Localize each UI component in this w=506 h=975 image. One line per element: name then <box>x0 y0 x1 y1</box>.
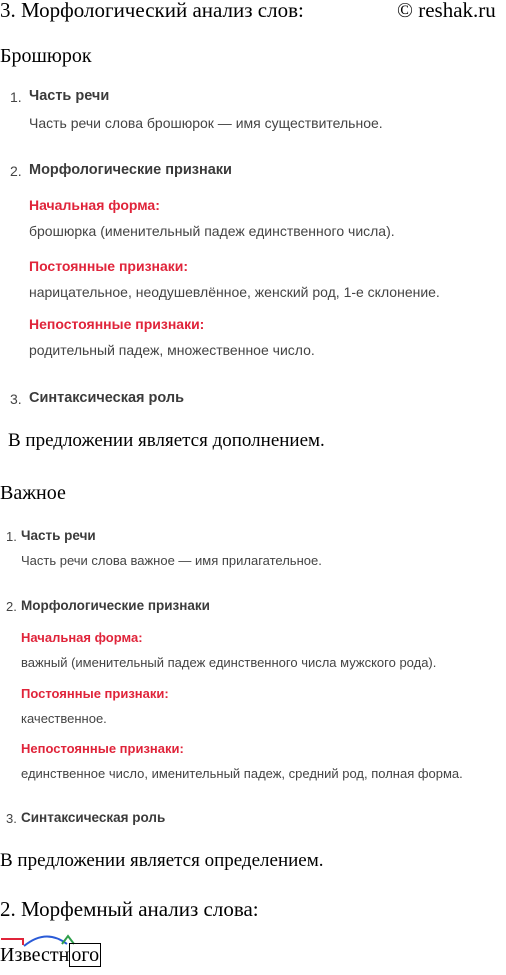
section-title: 3. Морфологический анализ слов: <box>0 0 304 22</box>
feature-text: родительный падеж, множественное число. <box>29 342 315 358</box>
item-title: Часть речи <box>29 88 110 104</box>
list-number: 1. <box>6 529 17 544</box>
list-number: 2. <box>6 599 17 614</box>
list-number: 1. <box>10 89 22 105</box>
list-number: 3. <box>10 391 22 407</box>
feature-text: качественное. <box>21 711 107 726</box>
list-number: 2. <box>10 163 22 179</box>
item-title: Часть речи <box>21 528 96 543</box>
list-number: 3. <box>6 811 17 826</box>
feature-label: Непостоянные признаки: <box>21 741 184 756</box>
morpheme-word <box>0 944 101 967</box>
feature-label: Постоянные признаки: <box>21 686 169 701</box>
feature-label: Начальная форма: <box>21 630 143 645</box>
syntax-sentence: В предложении является дополнением. <box>8 430 325 451</box>
item-title: Морфологические признаки <box>21 598 210 613</box>
feature-text: важный (именительный падеж единственного числа мужского рода). <box>21 655 437 670</box>
copyright-text: © reshak.ru <box>397 0 496 22</box>
feature-text: брошюрка (именительный падеж единственного числа). <box>29 223 395 239</box>
feature-label: Постоянные признаки: <box>29 258 189 274</box>
word-stem: Известн <box>0 944 70 966</box>
word-ending: ого <box>71 944 100 966</box>
item-text: Часть речи слова важное — имя прилагательное. <box>21 553 322 568</box>
item-title: Синтаксическая роль <box>29 390 184 406</box>
feature-label: Начальная форма: <box>29 197 160 213</box>
word-heading: Брошюрок <box>0 45 92 67</box>
item-title: Синтаксическая роль <box>21 810 166 825</box>
item-title: Морфологические признаки <box>29 162 232 178</box>
morpheme-heading: 2. Морфемный анализ слова: <box>0 897 259 921</box>
syntax-sentence: В предложении является определением. <box>0 850 324 871</box>
item-text: Часть речи слова брошюрок — имя существительное. <box>29 115 383 131</box>
feature-text: единственное число, именительный падеж, средний род, полная форма. <box>21 766 463 781</box>
feature-label: Непостоянные признаки: <box>29 316 205 332</box>
feature-text: нарицательное, неодушевлённое, женский род, 1-е склонение. <box>29 284 440 300</box>
word-heading: Важное <box>0 482 66 504</box>
